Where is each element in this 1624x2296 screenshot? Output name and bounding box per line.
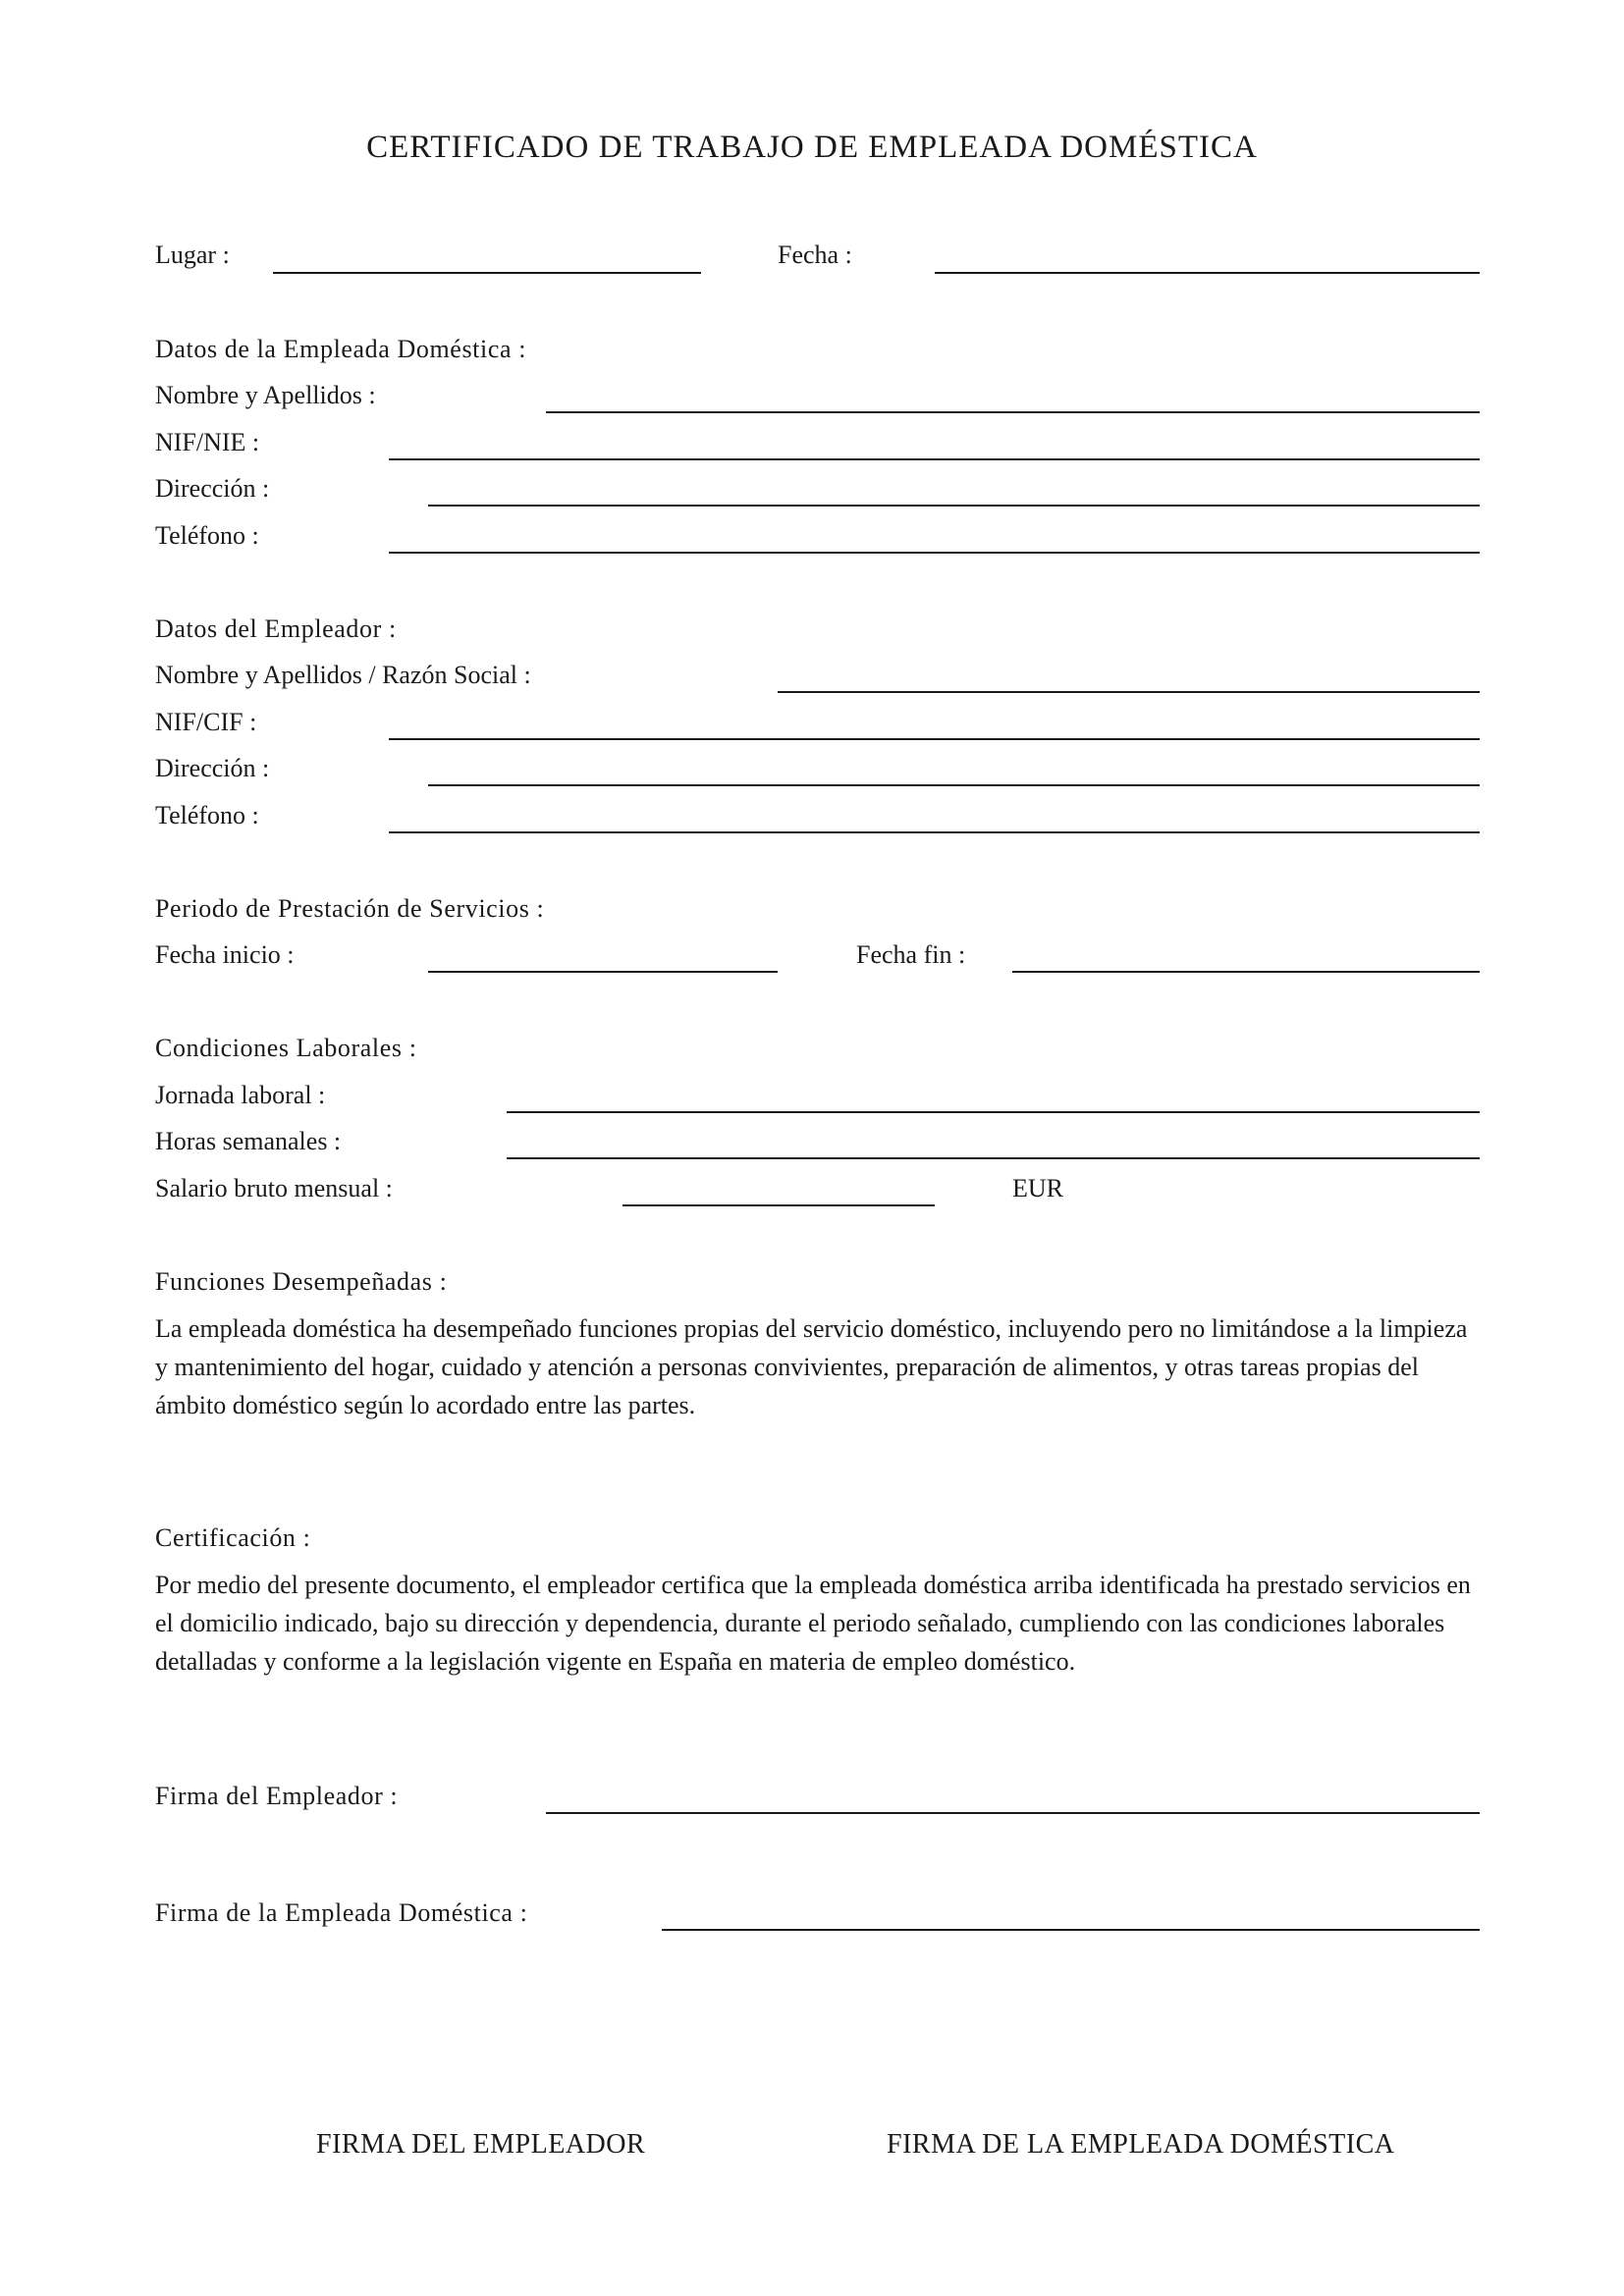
empleador-nombre-field[interactable] — [778, 691, 1480, 693]
empleador-section-heading: Datos del Empleador : — [155, 614, 397, 643]
jornada-label: Jornada laboral : — [155, 1081, 326, 1109]
document-title: CERTIFICADO DE TRABAJO DE EMPLEADA DOMÉSTICA — [366, 130, 1258, 165]
fecha-inicio-field[interactable] — [428, 971, 778, 973]
certificacion-paragraph: Por medio del presente documento, el empleador certifica que la empleada doméstica arriba identificada ha prestado servicios en el domicilio indicado, bajo su dirección y dependencia, durante el periodo señalado, cumpliendo con las condiciones laborales detalladas y conforme a la legislación vigente en España en materia de empleo doméstico. — [155, 1571, 1471, 1676]
empleador-nif-field[interactable] — [389, 738, 1480, 740]
empleada-nif-field[interactable] — [389, 458, 1480, 460]
horas-label: Horas semanales : — [155, 1127, 342, 1155]
firma-empleada-field[interactable] — [662, 1929, 1480, 1931]
empleador-direccion-label: Dirección : — [155, 754, 270, 782]
empleada-telefono-field[interactable] — [389, 552, 1480, 554]
empleador-telefono-field[interactable] — [389, 831, 1480, 833]
lugar-field[interactable] — [273, 272, 701, 274]
empleada-nombre-field[interactable] — [546, 411, 1480, 413]
firma-empleada-label: Firma de la Empleada Doméstica : — [155, 1898, 528, 1927]
fecha-label: Fecha : — [778, 240, 852, 269]
periodo-section-heading: Periodo de Prestación de Servicios : — [155, 894, 545, 923]
empleada-telefono-label: Teléfono : — [155, 521, 259, 550]
firma-empleador-label: Firma del Empleador : — [155, 1782, 399, 1810]
empleada-nif-label: NIF/NIE : — [155, 428, 260, 456]
condiciones-section-heading: Condiciones Laborales : — [155, 1034, 417, 1062]
salario-field[interactable] — [623, 1204, 935, 1206]
empleada-nombre-label: Nombre y Apellidos : — [155, 381, 376, 409]
empleador-nombre-label: Nombre y Apellidos / Razón Social : — [155, 661, 531, 689]
empleada-section-heading: Datos de la Empleada Doméstica : — [155, 335, 527, 363]
footer-firma-empleada: FIRMA DE LA EMPLEADA DOMÉSTICA — [887, 2129, 1395, 2160]
empleador-direccion-field[interactable] — [428, 784, 1480, 786]
empleada-direccion-label: Dirección : — [155, 474, 270, 503]
salario-label: Salario bruto mensual : — [155, 1174, 393, 1202]
firma-empleador-field[interactable] — [546, 1812, 1480, 1814]
empleada-direccion-field[interactable] — [428, 505, 1480, 507]
fecha-fin-label: Fecha fin : — [856, 940, 966, 969]
certificacion-section-heading: Certificación : — [155, 1523, 311, 1552]
funciones-section-heading: Funciones Desempeñadas : — [155, 1267, 448, 1296]
fecha-fin-field[interactable] — [1012, 971, 1480, 973]
empleador-nif-label: NIF/CIF : — [155, 708, 257, 736]
fecha-field[interactable] — [935, 272, 1480, 274]
horas-field[interactable] — [507, 1157, 1480, 1159]
fecha-inicio-label: Fecha inicio : — [155, 940, 295, 969]
empleador-telefono-label: Teléfono : — [155, 801, 259, 829]
jornada-field[interactable] — [507, 1111, 1480, 1113]
lugar-label: Lugar : — [155, 240, 230, 269]
funciones-paragraph: La empleada doméstica ha desempeñado funciones propias del servicio doméstico, incluyendo pero no limitándose a la limpieza y mantenimiento del hogar, cuidado y atención a personas convivientes, preparación de alimentos, y otras tareas propias del ámbito doméstico según lo acordado entre las partes. — [155, 1314, 1468, 1419]
currency-label: EUR — [1012, 1174, 1063, 1202]
footer-firma-empleador: FIRMA DEL EMPLEADOR — [316, 2129, 646, 2160]
